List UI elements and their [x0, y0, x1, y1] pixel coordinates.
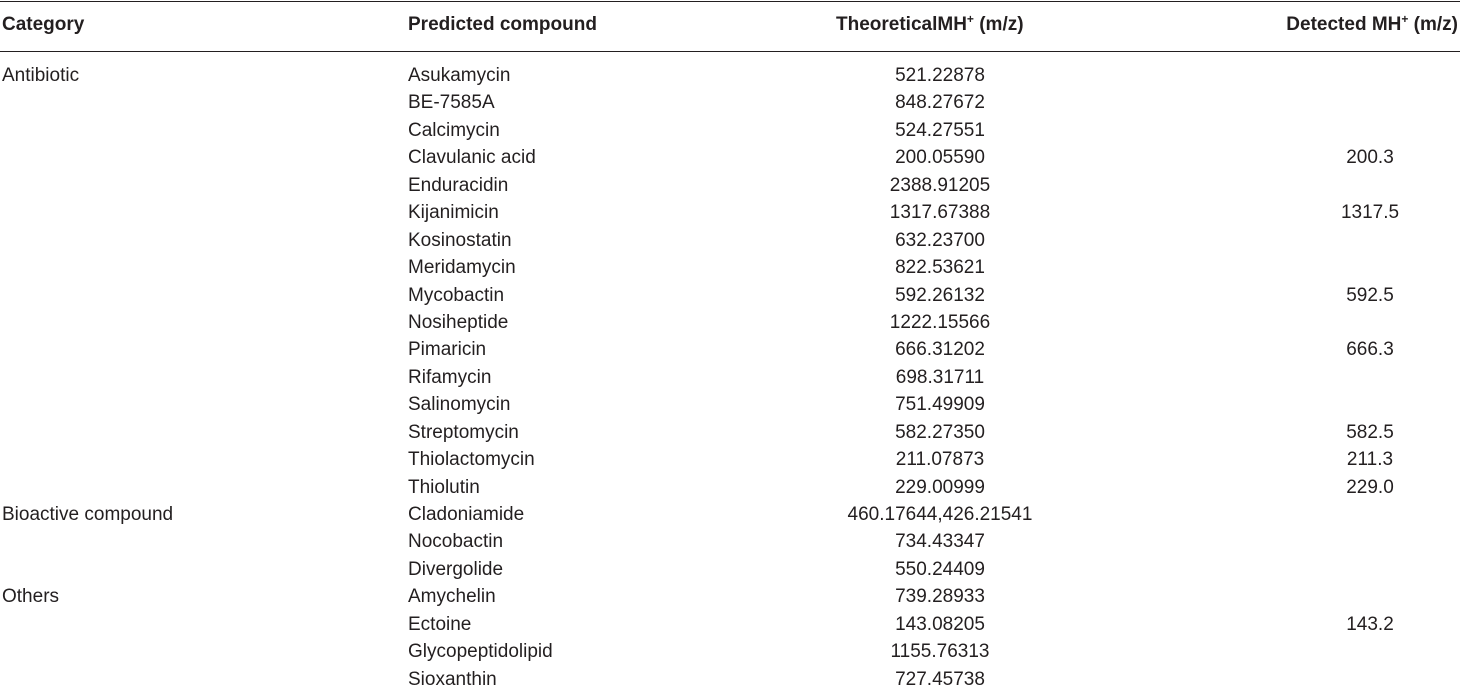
compound-cell: Nocobactin	[408, 531, 504, 553]
header-theoretical-unit: (m/z)	[973, 14, 1024, 35]
compound-cell: Calcimycin	[408, 119, 500, 141]
theoretical-mh-cell: 211.07873	[895, 449, 985, 471]
compound-cell: Salinomycin	[408, 394, 511, 416]
header-category: Category	[2, 14, 85, 35]
compound-cell: Divergolide	[408, 558, 504, 580]
table-row	[0, 474, 1460, 501]
theoretical-mh-cell: 632.23700	[895, 229, 985, 251]
detected-mh-cell: 211.3	[1346, 449, 1394, 471]
detected-mh-cell: 143.2	[1346, 613, 1394, 635]
table-row	[0, 62, 1460, 89]
table-row	[0, 419, 1460, 446]
table-row	[0, 309, 1460, 336]
detected-mh-cell: 1317.5	[1340, 202, 1400, 224]
theoretical-mh-cell: 521.22878	[895, 65, 985, 86]
header-detected-mh	[1286, 14, 1458, 36]
table-header	[0, 0, 1460, 51]
theoretical-mh-cell: 1317.67388	[889, 202, 991, 224]
compound-cell: Pimaricin	[408, 339, 487, 361]
theoretical-mh-cell: 582.27350	[895, 421, 985, 443]
theoretical-mh-cell: 734.43347	[895, 531, 985, 553]
compound-cell: Asukamycin	[408, 65, 511, 86]
detected-mh-cell: 200.3	[1346, 147, 1394, 169]
table-row	[0, 666, 1460, 693]
compound-cell: Enduracidin	[408, 174, 509, 196]
header-theoretical-mh	[836, 14, 1024, 36]
category-cell: Antibiotic	[2, 65, 80, 86]
compound-cell: Thiolutin	[408, 476, 480, 498]
theoretical-mh-cell: 822.53621	[895, 257, 985, 279]
compound-cell: Ectoine	[408, 613, 472, 635]
table-row	[0, 144, 1460, 171]
compound-cell: Kijanimicin	[408, 202, 499, 224]
table-row	[0, 391, 1460, 418]
table-row	[0, 227, 1460, 254]
compound-cell: Thiolactomycin	[408, 449, 535, 471]
header-detected-text: Detected MH	[1286, 14, 1402, 35]
compound-cell: Meridamycin	[408, 257, 516, 279]
detected-mh-cell: 582.5	[1346, 421, 1394, 443]
header-bottom-rule	[0, 51, 1460, 52]
theoretical-mh-cell: 1155.76313	[890, 641, 990, 663]
table-body	[0, 62, 1460, 693]
table-row	[0, 199, 1460, 226]
compound-cell: Glycopeptidolipid	[408, 641, 553, 663]
detected-mh-cell: 666.3	[1346, 339, 1394, 361]
table-row	[0, 446, 1460, 473]
table-row	[0, 172, 1460, 199]
table-row	[0, 528, 1460, 555]
table-row	[0, 638, 1460, 665]
table-row	[0, 501, 1460, 528]
theoretical-mh-cell: 848.27672	[895, 92, 985, 114]
theoretical-mh-cell: 739.28933	[895, 586, 985, 608]
theoretical-mh-cell: 592.26132	[895, 284, 985, 306]
table-row	[0, 556, 1460, 583]
theoretical-mh-cell: 751.49909	[895, 394, 985, 416]
header-theoretical-text: TheoreticalMH	[836, 14, 967, 35]
compound-cell: BE-7585A	[408, 92, 495, 114]
compound-cell: Cladoniamide	[408, 504, 525, 525]
table-row	[0, 117, 1460, 144]
theoretical-mh-cell: 727.45738	[895, 668, 985, 690]
table-row	[0, 364, 1460, 391]
compound-cell: Clavulanic acid	[408, 147, 536, 169]
table-row	[0, 336, 1460, 363]
compound-cell: Nosiheptide	[408, 311, 509, 333]
compound-cell: Streptomycin	[408, 421, 519, 443]
compound-cell: Sioxanthin	[408, 668, 497, 690]
header-theoretical-superscript: +	[966, 12, 974, 26]
theoretical-mh-cell: 1222.15566	[889, 311, 991, 333]
table-row	[0, 254, 1460, 281]
theoretical-mh-cell: 550.24409	[895, 558, 985, 580]
compound-cell: Mycobactin	[408, 284, 505, 306]
category-cell: Bioactive compound	[2, 504, 174, 525]
category-cell: Others	[2, 586, 60, 608]
theoretical-mh-cell: 2388.91205	[889, 174, 991, 196]
compound-cell: Rifamycin	[408, 366, 492, 388]
table-row	[0, 583, 1460, 610]
detected-mh-cell: 592.5	[1346, 284, 1394, 306]
detected-mh-cell: 229.0	[1346, 476, 1394, 498]
theoretical-mh-cell: 698.31711	[895, 366, 985, 388]
compound-cell: Kosinostatin	[408, 229, 512, 251]
header-detected-unit: (m/z)	[1408, 14, 1458, 35]
compound-cell: Amychelin	[408, 586, 496, 608]
header-predicted-compound: Predicted compound	[408, 14, 597, 35]
theoretical-mh-cell: 524.27551	[895, 119, 985, 141]
table-row	[0, 89, 1460, 116]
theoretical-mh-cell: 666.31202	[895, 339, 985, 361]
theoretical-mh-cell: 229.00999	[895, 476, 985, 498]
theoretical-mh-cell: 460.17644,426.21541	[847, 504, 1033, 525]
theoretical-mh-cell: 143.08205	[895, 613, 985, 635]
table-row	[0, 282, 1460, 309]
table-row	[0, 611, 1460, 638]
header-detected-superscript: +	[1401, 12, 1409, 26]
theoretical-mh-cell: 200.05590	[895, 147, 985, 169]
